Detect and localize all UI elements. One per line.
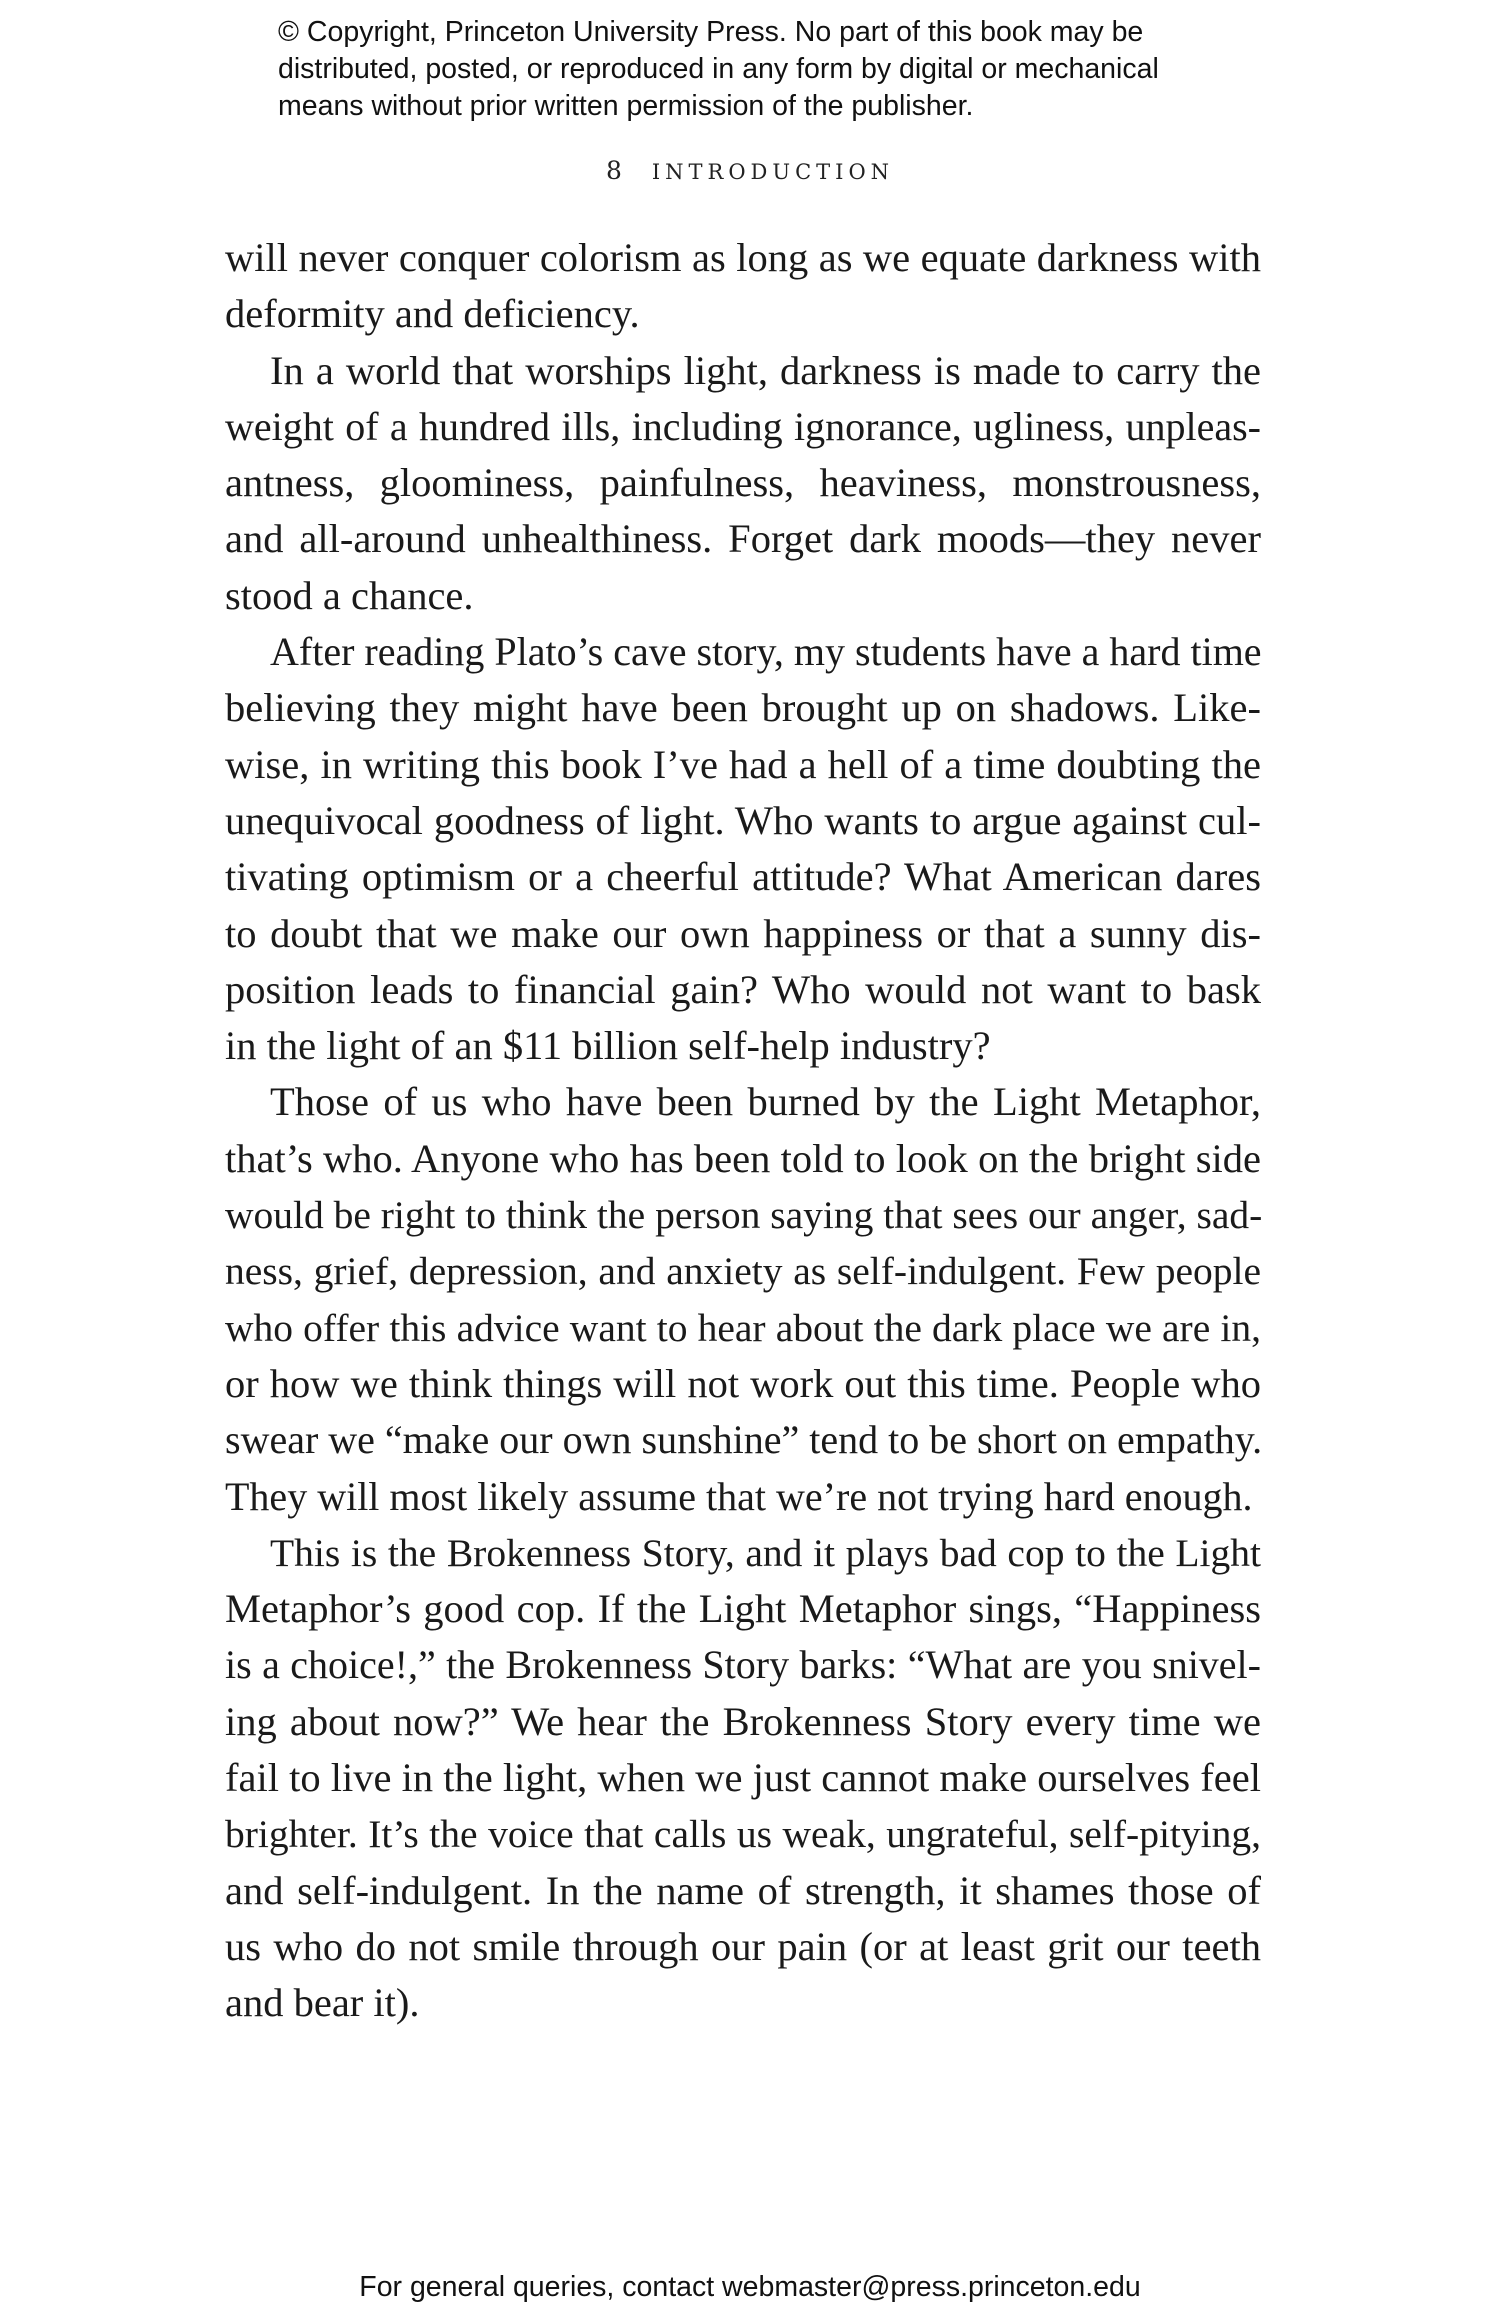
copyright-line: © Copyright, Princeton University Press. No part of this book may be [278,16,1144,48]
text-line: in the light of an $11 billion self-help industry? [225,1023,991,1069]
text-line: brighter. It’s the voice that calls us weak, ungrateful, self-pitying, [225,1812,1261,1857]
text-line: weight of a hundred ills, including ignorance, ugliness, unpleas- [225,403,1261,449]
running-head [0,152,1500,187]
text-line: wise, in writing this book I’ve had a hell of a time doubting the [225,741,1261,787]
text-line: and self-indulgent. In the name of strength, it shames those of [225,1867,1261,1913]
text-line: stood a chance. [225,572,474,618]
text-line: tivating optimism or a cheerful attitude? What American dares [225,854,1261,900]
copyright-notice [278,14,1278,125]
text-line: us who do not smile through our pain (or at least grit our teeth [225,1923,1261,1969]
text-line: Those of us who have been burned by the Light Metaphor, [270,1079,1261,1125]
text-line: and all-around unhealthiness. Forget dark moods—they never [225,516,1261,562]
text-line: This is the Brokenness Story, and it plays bad cop to the Light [270,1530,1261,1575]
text-line: position leads to financial gain? Who would not want to bask [225,966,1261,1012]
text-line: that’s who. Anyone who has been told to look on the bright side [225,1135,1261,1181]
text-line: antness, gloominess, painfulness, heaviness, monstrousness, [225,460,1261,506]
text-line: or how we think things will not work out this time. People who [225,1360,1261,1406]
copyright-line: means without prior written permission of the publisher. [278,90,974,122]
text-line: will never conquer colorism as long as we equate darkness with [225,235,1261,280]
text-line: is a choice!,” the Brokenness Story barks: “What are you snivel- [225,1642,1261,1688]
body-text [225,230,1261,2032]
page-number: 8 [605,156,622,185]
text-line: Metaphor’s good cop. If the Light Metaphor sings, “Happiness [225,1586,1261,1632]
text-line: After reading Plato’s cave story, my students have a hard time [270,629,1262,675]
text-line: would be right to think the person saying that sees our anger, sad- [225,1193,1263,1238]
text-line: swear we “make our own sunshine” tend to be short on empathy. [225,1417,1263,1463]
text-line: ing about now?” We hear the Brokenness Story every time we [225,1698,1261,1744]
text-line: ness, grief, depression, and anxiety as self-indulgent. Few people [225,1249,1261,1294]
text-line: deformity and deficiency. [225,291,640,337]
text-line: They will most likely assume that we’re not trying hard enough. [225,1473,1253,1519]
text-line: In a world that worships light, darkness is made to carry the [270,347,1261,393]
text-line: fail to live in the light, when we just cannot make ourselves feel [225,1755,1261,1801]
copyright-line: distributed, posted, or reproduced in any form by digital or mechanical [278,53,1159,85]
text-line: to doubt that we make our own happiness or that a sunny dis- [225,910,1261,956]
text-line: who offer this advice want to hear about the dark place we are in, [225,1305,1261,1350]
text-line: and bear it). [225,1980,420,2026]
text-line: unequivocal goodness of light. Who wants to argue against cul- [225,797,1261,843]
section-title: introduction [651,152,895,187]
text-line: believing they might have been brought up on shadows. Like- [225,685,1261,731]
footer-contact: For general queries, contact webmaster@press.princeton.edu [359,2271,1141,2303]
